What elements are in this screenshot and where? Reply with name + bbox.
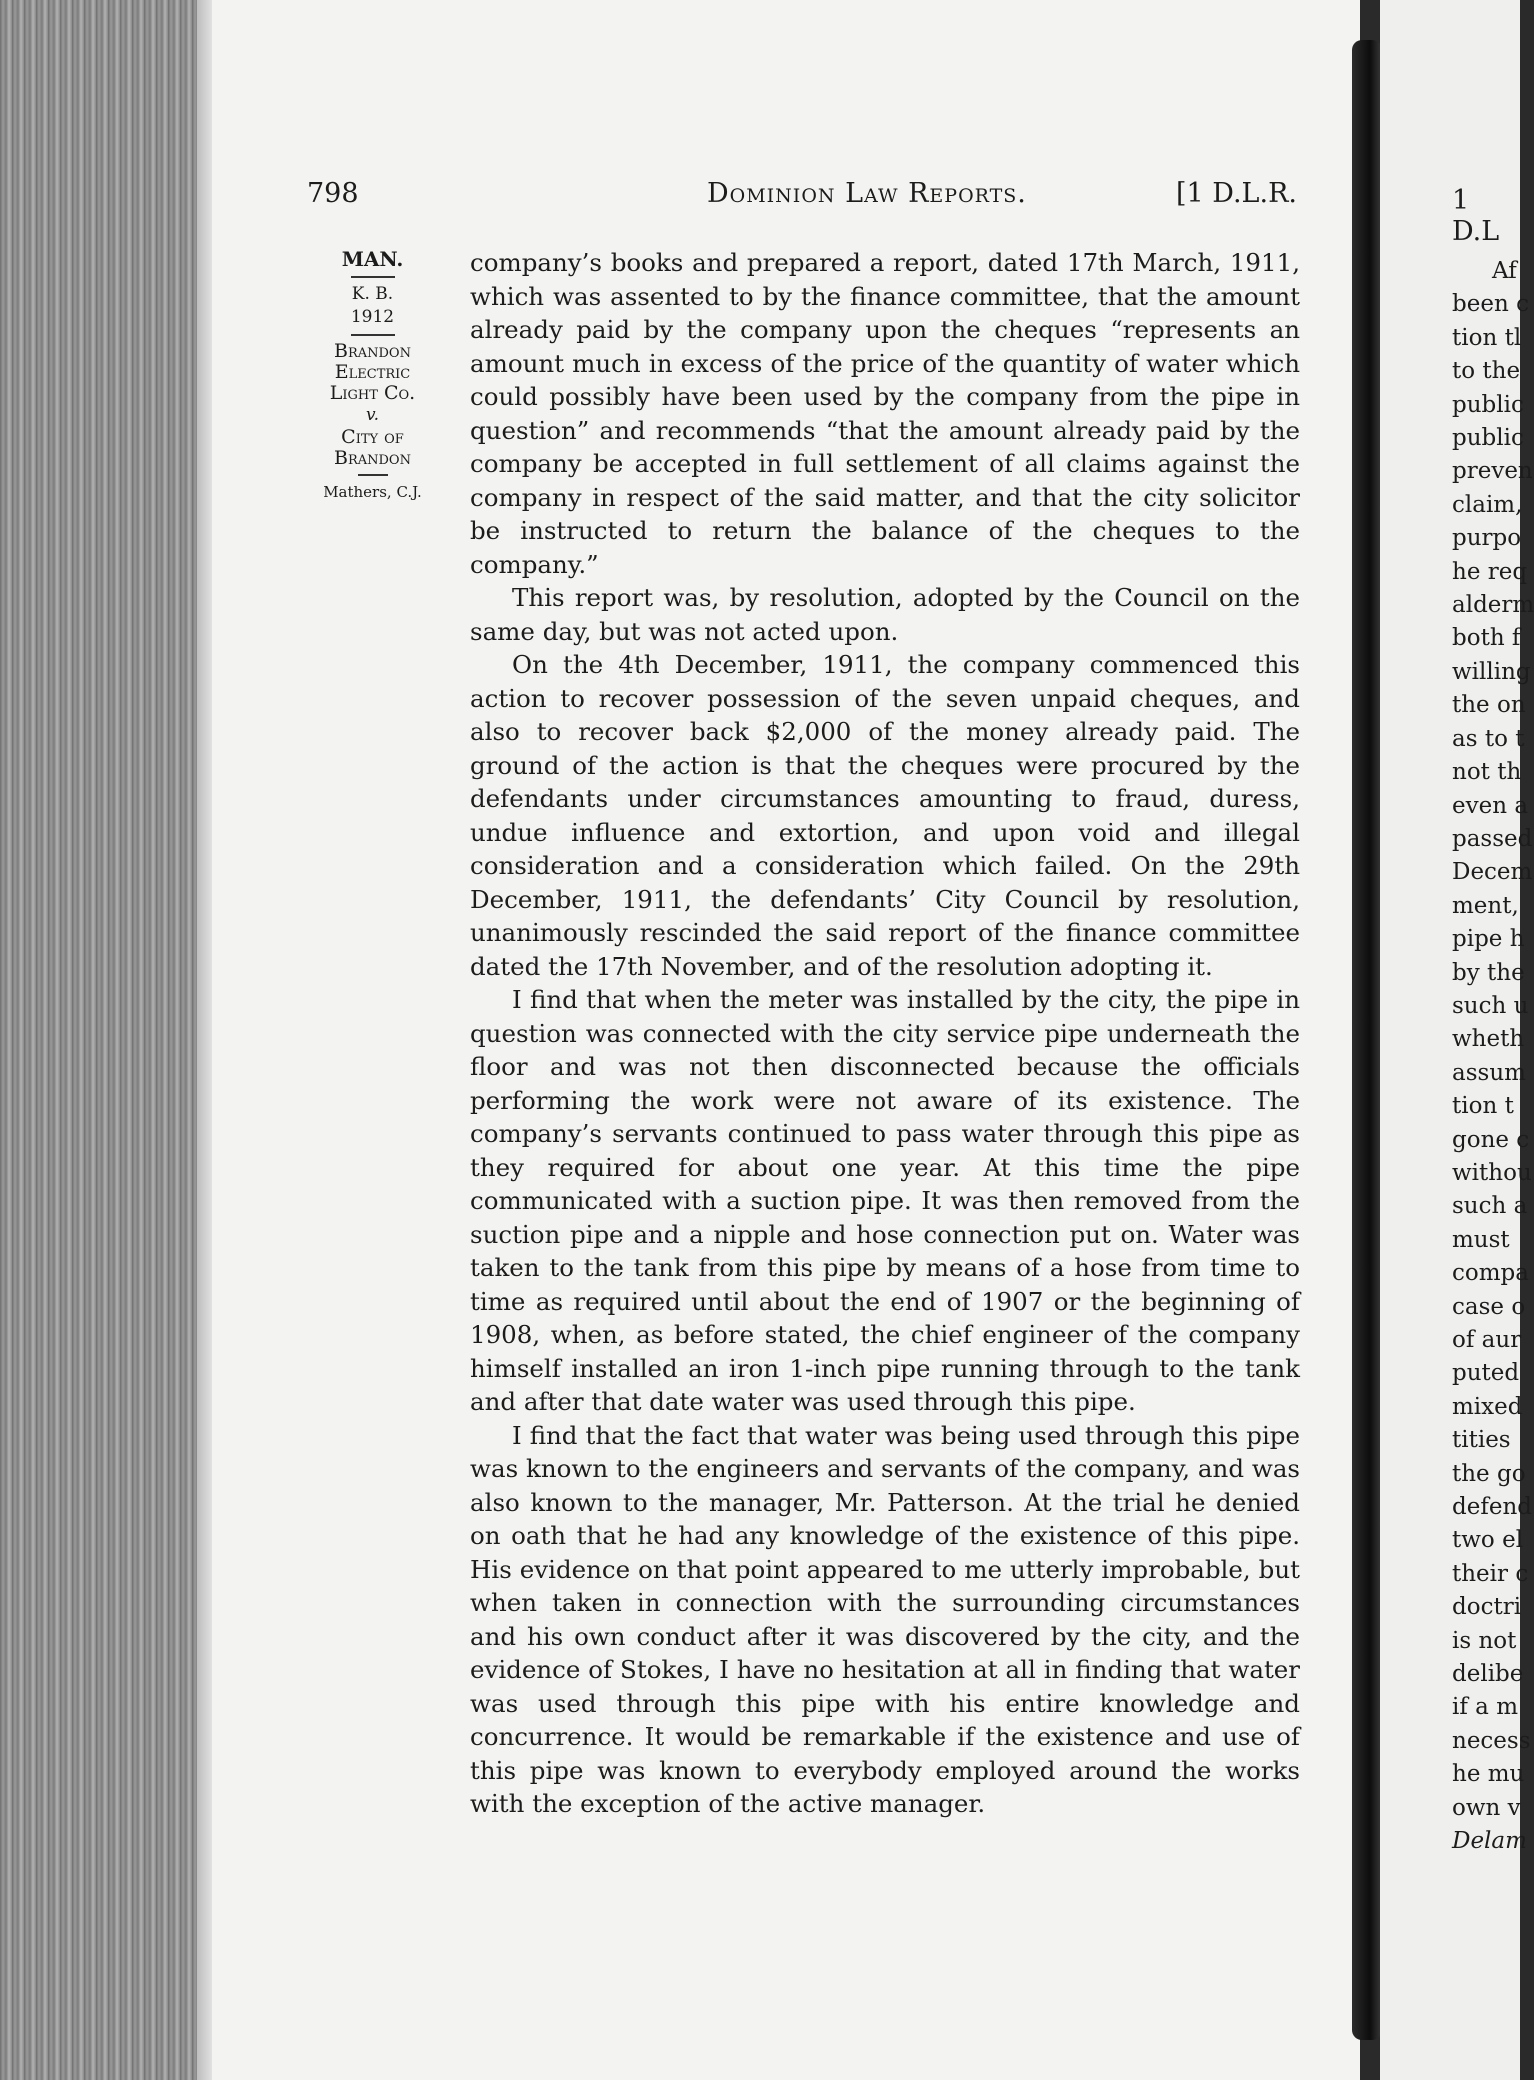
right-page-line: their c — [1452, 1560, 1529, 1587]
right-page-line: Af — [1492, 258, 1517, 284]
party-line: Electric — [334, 361, 411, 383]
paragraph: company’s books and prepared a report, dated 17th March, 1911, which was assented to by the finance committee, that the amount already paid by the company upon the cheques “represents an amount much in excess of the price of the quantity of water which could possibly have been used by the company from the pipe in question” and recommends “that the amount already paid by the company be accepted in full settlement of all claims against the company in respect of the said matter, and that the city solicitor be instructed to return the balance of the cheques to the company.” — [470, 248, 1300, 579]
right-page-line: to the — [1452, 358, 1521, 385]
right-page-line: is not — [1452, 1627, 1517, 1654]
right-page-line: mixed — [1452, 1393, 1523, 1420]
right-page-line: even a — [1452, 792, 1529, 819]
margin-note — [300, 248, 445, 504]
right-page-line: of aur — [1452, 1327, 1522, 1353]
versus: v. — [366, 405, 379, 425]
right-page-fragment — [1380, 0, 1534, 2080]
divider — [351, 334, 395, 336]
party-line: Light Co. — [329, 382, 416, 404]
right-page-line: been c — [1452, 291, 1529, 318]
paragraph: This report was, by resolution, adopted by the Council on the same day, but was not acted upon. — [470, 583, 1300, 646]
right-page-line: such u — [1452, 992, 1529, 1019]
right-page-line: defend — [1452, 1494, 1532, 1521]
right-page-line: the go — [1452, 1460, 1526, 1487]
right-page-line: gone c — [1452, 1126, 1530, 1153]
right-page-line: public — [1452, 425, 1524, 452]
page-header — [307, 178, 1297, 218]
right-page-line: puted — [1452, 1360, 1520, 1387]
right-page-line: Delam — [1452, 1828, 1527, 1855]
year: 1912 — [350, 307, 395, 327]
party-line: Brandon — [334, 447, 411, 469]
right-page-line: pipe h — [1452, 926, 1525, 953]
paragraph: On the 4th December, 1911, the company commenced this action to recover possession of the seven unpaid cheques, and also to recover back $2,000 of the money already paid. The ground of the action is that the cheques were procured by the defendants under circumstances amounting to fraud, duress, undue influence and extortion, and upon void and illegal consideration and a consideration which failed. On the 29th December, 1911, the defendants’ City Council by resolution, unanimously rescinded the said report of the finance committee dated the 17th November, and of the resolution adopting it. — [470, 650, 1300, 981]
right-page-line: necess — [1452, 1727, 1531, 1754]
right-page-line: must — [1452, 1226, 1510, 1253]
volume-reference: [1 D.L.R. — [1176, 178, 1297, 209]
right-page-line: not th — [1452, 759, 1522, 786]
page-number: 798 — [307, 178, 359, 209]
paragraph: I find that the fact that water was being used through this pipe was known to the engineers and servants of the company, and was also known to the manager, Mr. Patterson. At the trial he denied on oath that he had any knowledge of the existence of this pipe. His evidence on that point appeared to me utterly improbable, but when taken in connection with the surrounding circumstances and his own conduct after it was discovered by the city, and the evidence of Stokes, I have no hesitation at all in finding that water was used through this pipe with his entire knowledge and concurrence. It would be remarkable if the existence and use of this pipe was known to everybody employed around the works with the exception of the active manager. — [470, 1420, 1300, 1818]
right-page-line: as to t — [1452, 725, 1525, 752]
right-page-line: case o — [1452, 1293, 1526, 1320]
court: K. B. — [351, 284, 394, 304]
right-page-line: if a m — [1452, 1694, 1519, 1721]
right-page-line: tion t — [1452, 1093, 1514, 1120]
right-page-line: withou — [1452, 1159, 1532, 1186]
right-page-line: public — [1452, 391, 1524, 418]
party-line: Brandon — [334, 340, 411, 362]
right-page-line: willing — [1452, 658, 1531, 685]
right-page-line: claim, — [1452, 491, 1523, 518]
divider — [358, 474, 388, 476]
right-page-line: preven — [1452, 458, 1533, 485]
judge-name: Mathers, C.J. — [323, 483, 422, 501]
right-page-line: such a — [1452, 1193, 1528, 1220]
right-page-line: own v — [1452, 1794, 1521, 1821]
right-page-line: two el — [1452, 1527, 1524, 1554]
divider — [351, 276, 395, 278]
right-page-line: compa — [1452, 1260, 1529, 1287]
right-page-line: alderm — [1452, 592, 1534, 619]
right-page-line: delibe — [1452, 1661, 1524, 1688]
right-page-line: purpo — [1452, 525, 1522, 552]
right-page-line: the on — [1452, 692, 1526, 719]
province: MAN. — [341, 247, 404, 271]
right-page-line: doctri — [1452, 1594, 1522, 1621]
right-page-line: ment, — [1452, 892, 1519, 919]
right-page-line: assum — [1452, 1059, 1526, 1086]
right-page-line: tion tl — [1452, 324, 1522, 351]
running-title: Dominion Law Reports. — [707, 178, 1027, 209]
right-page-line: he req — [1452, 558, 1528, 585]
book-gutter — [1352, 40, 1382, 2040]
right-page-header: 1 D.L — [1452, 185, 1500, 247]
paragraph: I find that when the meter was installed by the city, the pipe in question was connected with the city service pipe underneath the floor and was not then disconnected because the officials performing the work were not aware of its existence. The company’s servants continued to pass water through this pipe as they required for about one year. At this time the pipe communicated with a suction pipe. It was then removed from the suction pipe and a nipple and hose connection put on. Water was taken to the tank from this pipe by means of a hose from time to time as required until about the end of 1907 or the beginning of 1908, when, as before stated, the chief engineer of the company himself installed an iron 1-inch pipe running through to the tank and after that date water was used through this pipe. — [470, 985, 1300, 1416]
right-page-line: by the — [1452, 959, 1525, 986]
right-page-line: both f — [1452, 625, 1521, 652]
book-page-edges — [0, 0, 215, 2080]
right-page-line: passed — [1452, 825, 1533, 852]
party-line: City of — [341, 426, 404, 448]
right-page-line: wheth — [1452, 1026, 1525, 1053]
right-page-line: Decem — [1452, 859, 1533, 886]
body-text — [470, 246, 1300, 1821]
right-page-line: he mu — [1452, 1761, 1525, 1788]
right-page-line: tities — [1452, 1427, 1511, 1454]
right-page-lines — [1452, 255, 1534, 1859]
